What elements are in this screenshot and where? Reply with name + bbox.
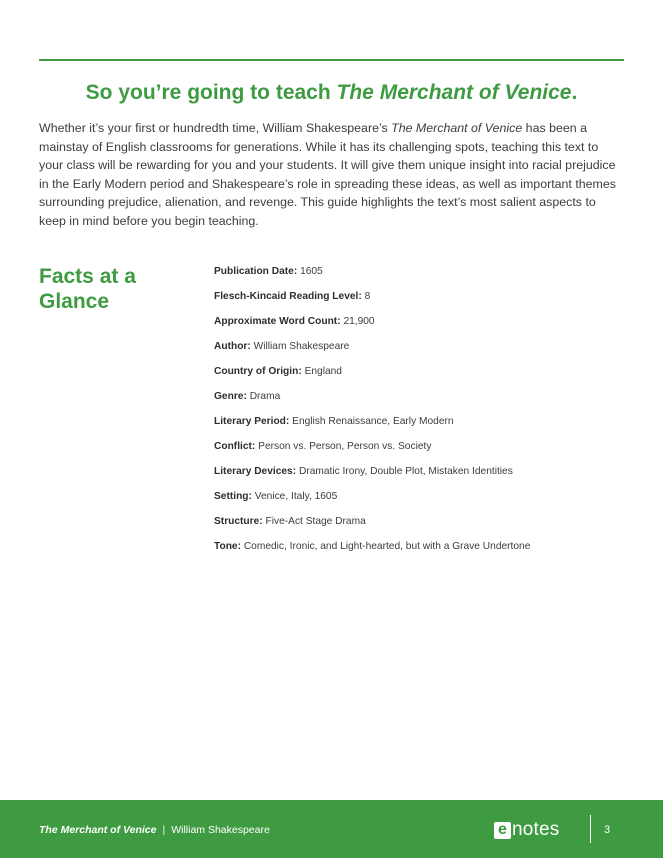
- fact-value: 21,900: [343, 316, 375, 327]
- fact-structure: [214, 515, 634, 540]
- fact-setting: [214, 490, 634, 515]
- fact-value: Dramatic Irony, Double Plot, Mistaken Identities: [298, 466, 513, 477]
- intro-part-1: Whether it’s your first or hundredth time, William Shakespeare’s: [39, 121, 392, 135]
- intro-part-2: has been a mainstay of English classrooms for generations. While it has its challenging spots, teaching this text to your class will be rewarding for you and your students. It will give them unique insight into racial prejudice in the Early Modern period and Shakespeare’s role in spreading these ideas, as well as important themes surrounding prejudice, alienation, and revenge. This guide highlights the text’s most salient aspects to keep in mind before you begin teaching.: [39, 121, 616, 228]
- fact-label: Literary Period:: [214, 416, 290, 427]
- fact-label: Literary Devices:: [214, 466, 297, 477]
- fact-value: Drama: [249, 391, 281, 402]
- fact-publication-date: [214, 265, 634, 290]
- footer-separator: |: [162, 824, 166, 836]
- headline-prefix: So you’re going to teach: [85, 81, 337, 104]
- fact-label: Country of Origin:: [214, 366, 302, 377]
- fact-label: Approximate Word Count:: [214, 316, 341, 327]
- facts-heading: Facts at a Glance: [39, 265, 136, 313]
- fact-genre: [214, 390, 634, 415]
- page-footer: [0, 800, 663, 858]
- fact-value: 8: [364, 291, 371, 302]
- footer-author: William Shakespeare: [171, 824, 270, 836]
- enotes-logo[interactable]: [494, 819, 559, 841]
- fact-value: Person vs. Person, Person vs. Society: [258, 441, 432, 452]
- footer-caption: [39, 823, 270, 837]
- fact-country: [214, 365, 634, 390]
- headline-book-title: The Merchant of Venice: [336, 81, 572, 104]
- logo-wordmark: notes: [512, 819, 560, 840]
- facts-list: [214, 265, 634, 565]
- fact-label: Genre:: [214, 391, 247, 402]
- fact-label: Flesch-Kincaid Reading Level:: [214, 291, 362, 302]
- intro-book-title: The Merchant of Venice: [391, 121, 523, 135]
- fact-value: Five-Act Stage Drama: [265, 516, 366, 527]
- fact-value: 1605: [300, 266, 323, 277]
- footer-divider: [590, 815, 591, 843]
- footer-book-title: The Merchant of Venice: [39, 824, 157, 836]
- intro-paragraph: [39, 119, 624, 231]
- fact-tone: [214, 540, 634, 565]
- fact-label: Structure:: [214, 516, 263, 527]
- page-headline: [39, 80, 624, 106]
- page-number: 3: [604, 824, 611, 836]
- fact-value: Comedic, Ironic, and Light-hearted, but with a Grave Undertone: [243, 541, 531, 552]
- fact-literary-period: [214, 415, 634, 440]
- fact-label: Tone:: [214, 541, 241, 552]
- fact-label: Setting:: [214, 491, 252, 502]
- fact-value: England: [304, 366, 342, 377]
- top-divider: [39, 59, 624, 61]
- fact-reading-level: [214, 290, 634, 315]
- fact-word-count: [214, 315, 634, 340]
- fact-label: Conflict:: [214, 441, 256, 452]
- fact-value: Venice, Italy, 1605: [254, 491, 338, 502]
- logo-e-mark: e: [494, 822, 511, 839]
- headline-suffix: .: [571, 81, 578, 104]
- fact-label: Publication Date:: [214, 266, 298, 277]
- fact-author: [214, 340, 634, 365]
- fact-value: William Shakespeare: [253, 341, 350, 352]
- fact-conflict: [214, 440, 634, 465]
- fact-value: English Renaissance, Early Modern: [292, 416, 454, 427]
- fact-literary-devices: [214, 465, 634, 490]
- fact-label: Author:: [214, 341, 251, 352]
